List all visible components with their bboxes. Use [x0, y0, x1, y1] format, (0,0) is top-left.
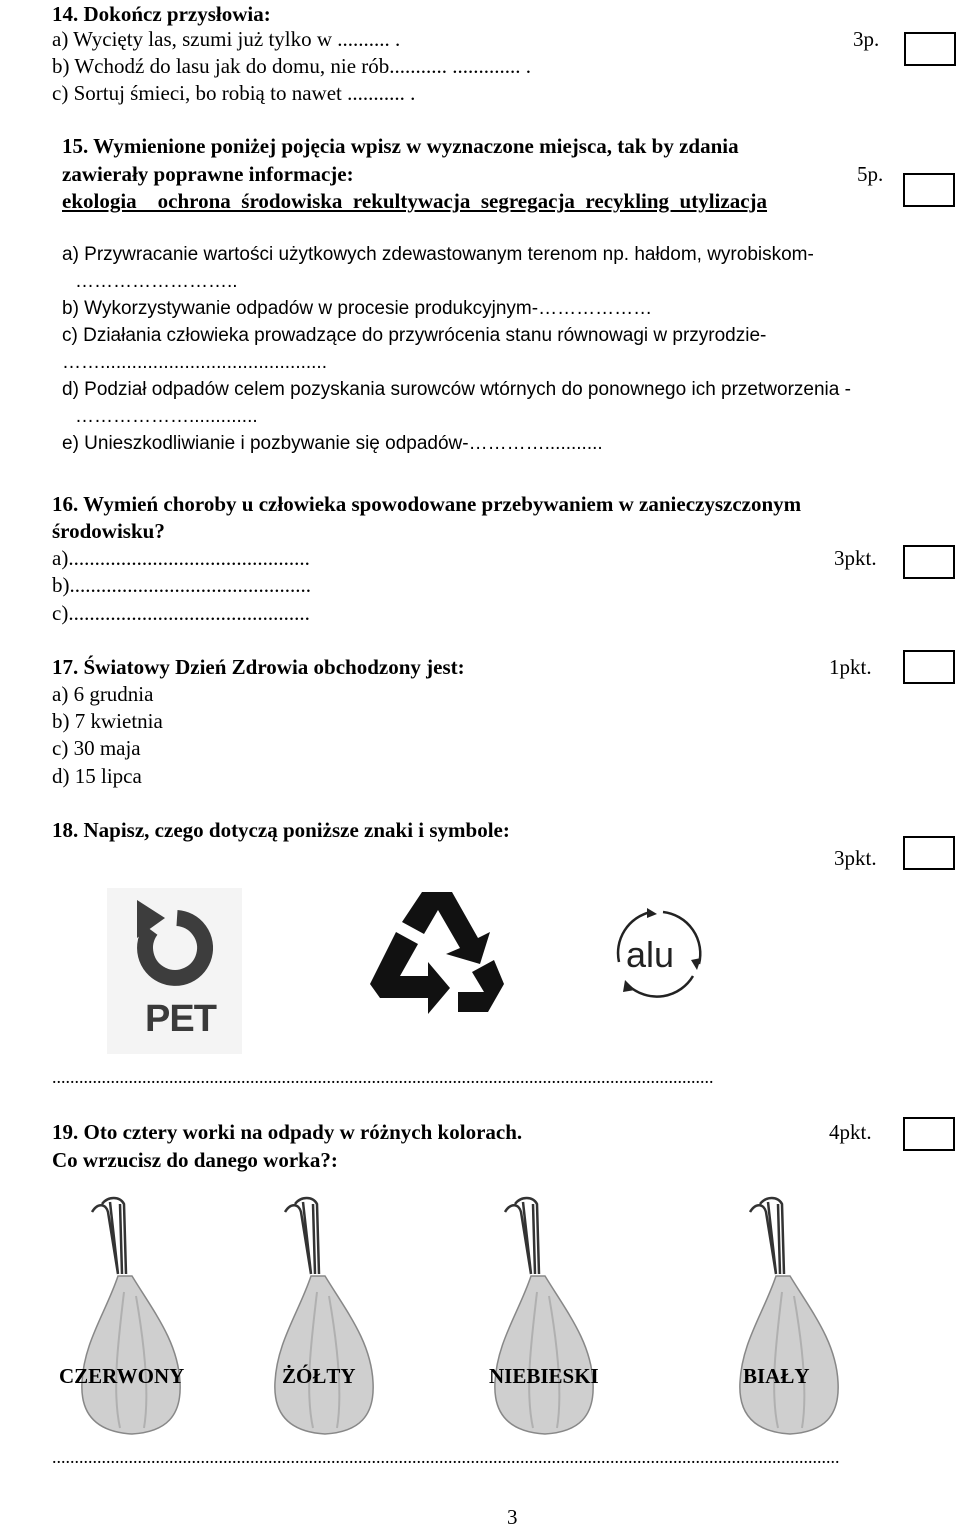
trash-bag-icon	[255, 1192, 395, 1442]
q16-c: c)..............................................	[52, 601, 310, 625]
q17-score-box[interactable]	[903, 650, 955, 684]
q15-c-blank: ……...........................................	[62, 352, 327, 373]
trash-bag-icon	[62, 1192, 202, 1442]
q19-points: 4pkt.	[829, 1120, 872, 1144]
q15-b: b) Wykorzystywanie odpadów w procesie produkcyjnym-………………	[62, 298, 653, 319]
q14-points: 3p.	[853, 27, 880, 51]
pet-symbol	[107, 888, 242, 1054]
q14-title: 14. Dokończ przysłowia:	[52, 2, 271, 26]
pet-label: PET	[145, 998, 216, 1040]
page-number: 3	[507, 1505, 518, 1529]
q16-a: a)..............................................	[52, 546, 310, 570]
q16-points: 3pkt.	[834, 546, 877, 570]
q16-title: 16. Wymień choroby u człowieka spowodowane przebywaniem w zanieczyszczonym	[52, 492, 802, 516]
q15-c: c) Działania człowieka prowadzące do przywrócenia stanu równowagi w przyrodzie-	[62, 325, 767, 346]
q16-b: b)..............................................	[52, 573, 311, 597]
q15-title: 15. Wymienione poniżej pojęcia wpisz w wyznaczone miejsca, tak by zdania	[62, 134, 739, 158]
q19-title: 19. Oto cztery worki na odpady w różnych kolorach.	[52, 1120, 523, 1144]
q17-option-b: b) 7 kwietnia	[52, 709, 163, 733]
q18-score-box[interactable]	[903, 836, 955, 870]
alu-label: alu	[626, 934, 675, 975]
q17-option-d: d) 15 lipca	[52, 764, 142, 788]
bag-label-yellow: ŻÓŁTY	[282, 1364, 356, 1388]
q18-answer-line: ...................................................................................................................................................	[52, 1067, 714, 1087]
q15-a: a) Przywracanie wartości użytkowych zdewastowanym terenom np. hałdom, wyrobiskom-	[62, 244, 814, 265]
bag-label-blue: NIEBIESKI	[489, 1364, 599, 1388]
q14-a: a) Wycięty las, szumi już tylko w .......... .	[52, 27, 401, 51]
q15-e: e) Unieszkodliwianie i pozbywanie się odpadów-…………...........	[62, 433, 603, 454]
q17-points: 1pkt.	[829, 655, 872, 679]
q15-d-blank: ……………….............	[75, 406, 258, 427]
q16-title-2: środowisku?	[52, 519, 165, 543]
trash-bag-icon	[475, 1192, 615, 1442]
bag-label-red: CZERWONY	[59, 1364, 185, 1388]
q18-points: 3pkt.	[834, 846, 877, 870]
q19-score-box[interactable]	[903, 1117, 955, 1151]
q15-title-2: zawierały poprawne informacje:	[62, 162, 354, 186]
q18-title: 18. Napisz, czego dotyczą poniższe znaki i symbole:	[52, 818, 510, 842]
q14-c: c) Sortuj śmieci, bo robią to nawet ........... .	[52, 81, 416, 105]
q15-terms: ekologia ochrona środowiska rekultywacja segregacja recykling utylizacja	[62, 189, 768, 213]
recycle-symbol-icon	[366, 888, 508, 1018]
q19-subtitle: Co wrzucisz do danego worka?:	[52, 1148, 338, 1172]
q15-score-box[interactable]	[903, 173, 955, 207]
trash-bag-icon	[720, 1192, 860, 1442]
q16-score-box[interactable]	[903, 545, 955, 579]
q15-points: 5p.	[857, 162, 884, 186]
q14-b: b) Wchodź do lasu jak do domu, nie rób........... ............. .	[52, 54, 532, 78]
q14-score-box[interactable]	[904, 32, 956, 66]
q17-title: 17. Światowy Dzień Zdrowia obchodzony jest:	[52, 655, 465, 679]
q17-option-c: c) 30 maja	[52, 736, 141, 760]
q19-answer-line: ...............................................................................................................................................................................	[52, 1447, 840, 1467]
bag-label-white: BIAŁY	[743, 1364, 810, 1388]
q17-option-a: a) 6 grudnia	[52, 682, 154, 706]
q15-d: d) Podział odpadów celem pozyskania surowców wtórnych do ponownego ich przetworzenia -	[62, 379, 851, 400]
q15-a-blank: ……………………..	[75, 271, 238, 292]
